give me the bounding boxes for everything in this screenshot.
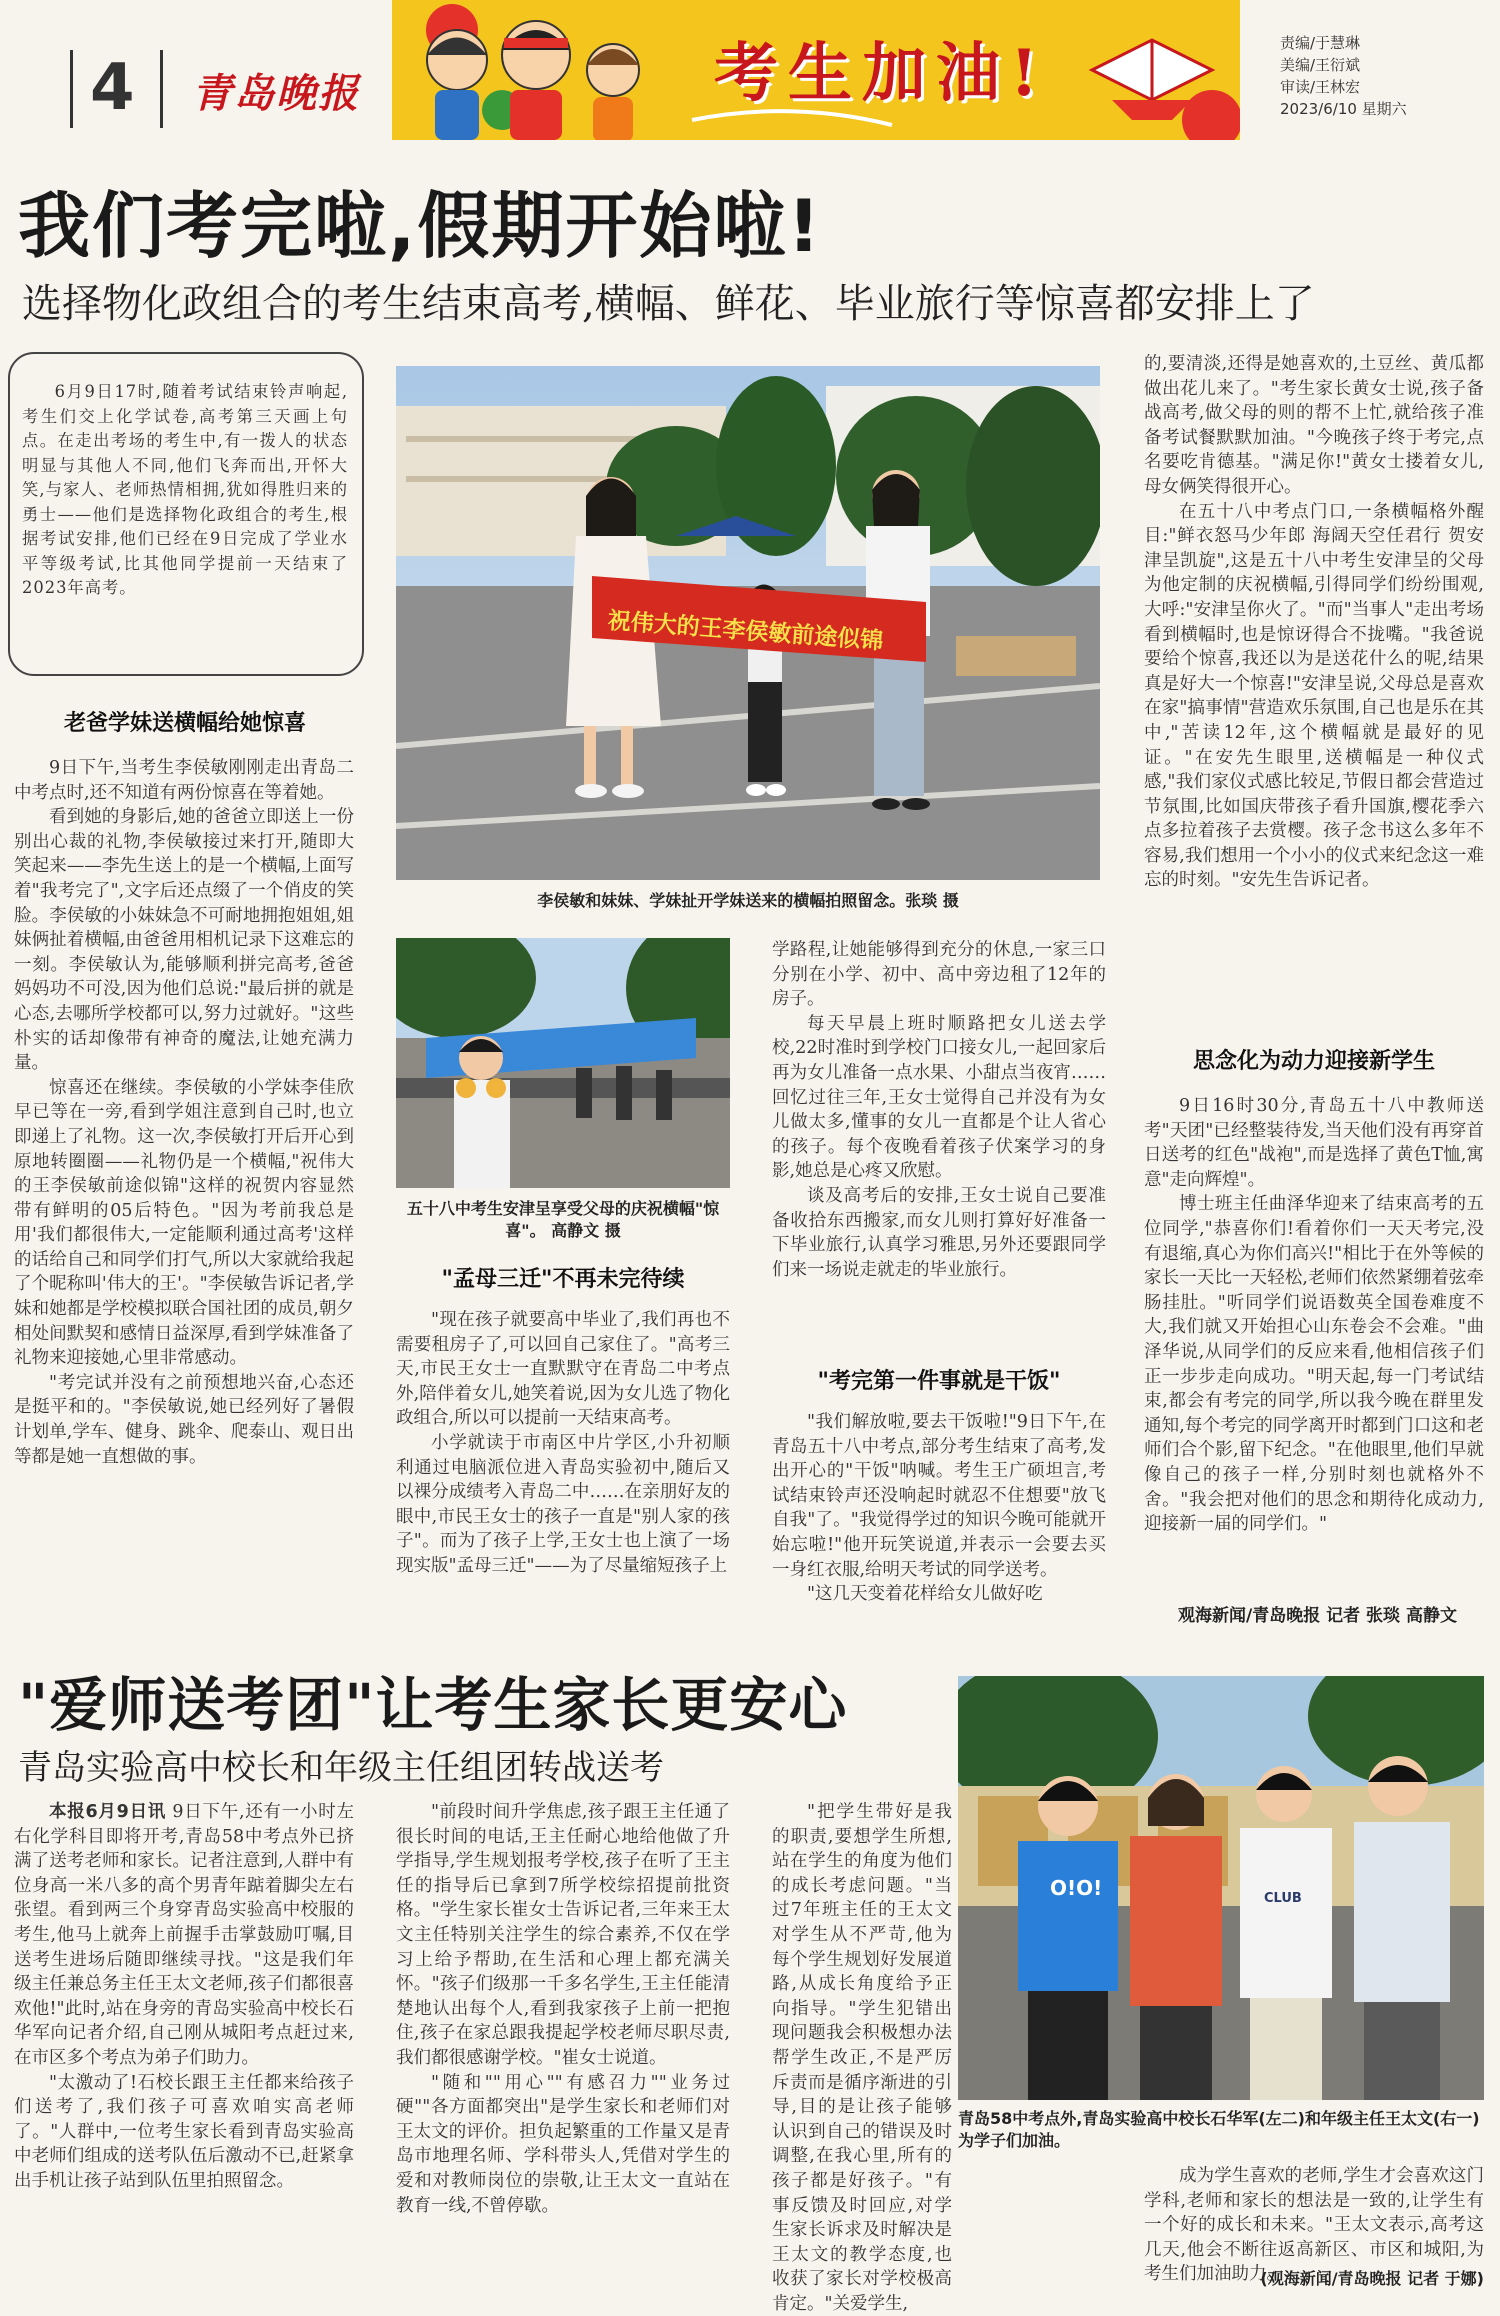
photo2-caption: 五十八中考生安津呈享受父母的庆祝横幅"惊喜"。 高静文 摄 [406, 1199, 720, 1240]
masthead [0, 0, 1500, 140]
kid-2 [502, 21, 570, 140]
editors [1280, 32, 1407, 120]
story2-col1-paragraph-1-text: 9日下午,还有一小时左右化学科目即将开考,青岛58中考点外已挤满了送考老师和家长。记者注意到,人群中有位身高一米八多的高个男青年踮着脚尖左右张望。看到两三个身穿青岛实验高中校服的考生,他马上就奔上前握手击掌鼓励叮嘱,目送考生进场后随即继续寻找。"这是我们年级主任兼总务主任王太文老师,孩子们都很喜欢他!"此时,站在身旁的青岛实验高中校长石华军向记者介绍,自己刚从城阳考点赶过来,在市区多个考点为弟子们助力。 [14, 1802, 354, 2068]
masthead-mid-rule [160, 50, 163, 128]
shirt2-text: CLUB [1264, 1891, 1302, 1906]
story2-col2-paragraph-2: "随和""用心""有感召力""业务过硬""各方面都突出"是学生家长和老师们对王太文的评价。担负起繁重的工作量又是青岛市地理名师、学科带头人,凭借对学生的爱和对教师岗位的崇敬,让王太文一直站在教育一线,不曾停歇。 [396, 2072, 730, 2216]
editor-2: 美编/王衍斌 [1280, 56, 1361, 74]
lead-text: 6月9日17时,随着考试结束铃声响起,考生们交上化学试卷,高考第三天画上句点。在走出考场的考生中,有一拨人的状态明显与其他人不同,他们飞奔而出,开怀大笑,与家人、老师热情相拥,犹如得胜归来的勇士——他们是选择物化政组合的考生,根据考试安排,他们已经在9日完成了学业水平等级考试,比其他同学提前一天结束了2023年高考。 [22, 382, 348, 597]
section2-paragraph-2: 小学就读于市南区中片学区,小升初顺利通过电脑派位进入青岛实验初中,随后又以裸分成绩考入青岛二中……在亲朋好友的眼中,市民王女士的孩子一直是"别人家的孩子"。而为了孩子上学,王女士也上演了一场现实版"孟母三迁"——为了尽量缩短孩子上 [396, 1432, 730, 1576]
story2-col1 [14, 1800, 354, 2194]
story2-headline: "爱师送考团"让考生家长更安心 [18, 1671, 848, 1739]
section3-paragraph-1: "我们解放啦,要去干饭啦!"9日下午,在青岛五十八中考点,部分考生结束了高考,发出开心的"干饭"呐喊。考生王广硕坦言,考试结束铃声还没响起时就忍不住想要"放飞自我"了。"我觉得学过的知识今晚可能就开始忘啦!"他开玩笑说道,并表示一会要去买一身红衣服,给明天考试的同学送考。 [772, 1412, 1106, 1580]
photo-teachers [958, 1676, 1484, 2100]
banner-text: 考生加油! [714, 36, 1049, 111]
editor-3: 审读/王林宏 [1280, 78, 1361, 96]
tshirt-text: O!O! [1050, 1876, 1103, 1900]
paper-name: 青岛晚报 [192, 70, 360, 117]
section4-body [1144, 1094, 1484, 1537]
section3-title: "考完第一件事就是干饭" [817, 1369, 1061, 1394]
section4-paragraph-1: 9日16时30分,青岛五十八中教师送考"天团"已经整装待发,当天他们没有再穿首日送考的红色"战袍",而是选择了黄色T恤,寓意"走向辉煌"。 [1144, 1096, 1484, 1190]
column4-paragraph-1: 的,要清淡,还得是她喜欢的,土豆丝、黄瓜都做出花儿来了。"考生家长黄女士说,孩子备战高考,做父母的则的帮不上忙,就给孩子准备考试餐默默加油。"今晚孩子终于考完,点名要吃肯德基。"满足你!"黄女士搂着女儿,母女俩笑得很开心。 [1144, 354, 1484, 497]
column3-paragraph-3: 谈及高考后的安排,王女士说自己要准备收拾东西搬家,而女儿则打算好好准备一下毕业旅行,认真学习雅思,另外还要跟同学们来一场说走就走的毕业旅行。 [772, 1185, 1106, 1280]
section2-title: "孟母三迁"不再未完待续 [441, 1267, 685, 1292]
column4-paragraph-2: 在五十八中考点门口,一条横幅格外醒目:"鲜衣怒马少年郎 海阔天空任君行 贺安津呈凯旋",这是五十八中考生安津呈的父母为他定制的庆祝横幅,引得同学们纷纷围观,大呼:"安津呈你火了。"而"当事人"走出考场看到横幅时,也是惊讶得合不拢嘴。"我爸说要给个惊喜,我还以为是送花什么的呢,结果真是好大一个惊喜!"安津呈说,父母总是喜欢在家"搞事情"营造欢乐氛围,自己也是乐在其中,"苦读12年,这个横幅就是最好的见证。"在安先生眼里,送横幅是一种仪式感,"我们家仪式感比较足,节假日都会营造过节氛围,比如国庆带孩子看升国旗,樱花季六点多拉着孩子去赏樱。孩子念书这么多年不容易,我们想用一个小小的仪式来纪念这一难忘的时刻。"安先生告诉记者。 [1144, 501, 1484, 891]
section1-body [14, 756, 354, 1469]
page-number: 4 [90, 51, 135, 125]
column3-body [772, 938, 1106, 1282]
photo1-banner-text: 祝伟大的王李侯敏前途似锦 [606, 607, 885, 655]
kid-3 [587, 44, 639, 140]
section3-body [772, 1410, 1106, 1607]
section1-paragraph-3: 惊喜还在继续。李侯敏的小学妹李佳欣早已等在一旁,看到学姐注意到自己时,也立即递上了礼物。这一次,李侯敏打开后开心到原地转圈圈——礼物仍是一个横幅,"祝伟大的王李侯敏前途似锦"这样的祝贺内容显然带有鲜明的05后特色。"因为考前我总是用'我们都很伟大,一定能顺利通过高考'这样的话给自己和同学们打气,所以大家就给我起了个昵称叫'伟大的王'。"李侯敏告诉记者,学妹和她都是学校模拟联合国社团的成员,朝夕相处间默契和感情日益深厚,看到学妹准备了礼物来迎接她,心里非常感动。 [14, 1077, 354, 1369]
photo1-caption: 李侯敏和妹妹、学妹扯开学妹送来的横幅拍照留念。张琰 摄 [537, 891, 959, 910]
section1-paragraph-1: 9日下午,当考生李侯敏刚刚走出青岛二中考点时,还不知道有两份惊喜在等着她。 [14, 758, 354, 803]
masthead-left-rule [70, 50, 73, 128]
banner [392, 0, 1240, 140]
section2-body [396, 1308, 730, 1579]
story1-subheadline: 选择物化政组合的考生结束高考,横幅、鲜花、毕业旅行等惊喜都安排上了 [22, 281, 1315, 327]
column3-paragraph-2: 每天早晨上班时顺路把女儿送去学校,22时准时到学校门口接女儿,一起回家后再为女儿准备一点水果、小甜点当夜宵……回忆过往三年,王女士觉得自己并没有为女儿做太多,懂事的女儿一直都是个让人省心的孩子。每个夜晚看着孩子伏案学习的身影,她总是心疼又欣慰。 [772, 1013, 1106, 1182]
story2-col1-paragraph-2: "太激动了!石校长跟王主任都来给孩子们送考了,我们孩子可喜欢咱实高老师了。"人群中,一位考生家长看到青岛实验高中老师们组成的送考队伍后激动不已,赶紧拿出手机让孩子站到队伍里拍照留念。 [14, 2072, 354, 2191]
photo-anjincheng [396, 938, 730, 1188]
section1-title: 老爸学妹送横幅给她惊喜 [63, 711, 306, 736]
story1-headline: 我们考完啦,假期开始啦! [18, 184, 823, 268]
story2-col3 [772, 1800, 952, 2316]
column4-body [1144, 352, 1484, 893]
section3-paragraph-2: "这几天变着花样给女儿做好吃 [807, 1584, 1043, 1605]
story2-col4-paragraph-1: 成为学生喜欢的老师,学生才会喜欢这门学科,老师和家长的想法是一致的,让学生有一个好的成长和未来。"王太文表示,高考这几天,他会不断往返高新区、市区和城阳,为考生们加油助力。 [1144, 2166, 1484, 2285]
person-anjincheng [454, 1036, 510, 1188]
story2-dateline: 本报6月9日讯 [49, 1802, 167, 1822]
section1-paragraph-4: "考完试并没有之前预想地兴奋,心态还是挺平和的。"李侯敏说,她已经列好了暑假计划单,学车、健身、跳伞、爬泰山、观日出等都是她一直想做的事。 [14, 1372, 354, 1467]
story2-col1-paragraph-1 [14, 1800, 354, 2071]
story2-col3-paragraph-1: "把学生带好是我的职责,要想学生所想,站在学生的角度为他们的成长考虑问题。"当过7年班主任的王太文对学生从不严苛,他为每个学生规划好发展道路,从成长角度给予正向指导。"学生犯错出现问题我会积极想办法帮学生改正,不是严厉斥责而是循序渐进的引导,目的是让孩子能够认识到自己的错误及时调整,在我心里,所有的孩子都是好孩子。"有事反馈及时回应,对学生家长诉求及时解决是王太文的教学态度,也收获了家长对学校极高肯定。"关爱学生, [772, 1802, 952, 2314]
story2-col2-paragraph-1: "前段时间升学焦虑,孩子跟王主任通了很长时间的电话,王主任耐心地给他做了升学指导,学生规划报考学校,孩子在听了王主任的指导后已拿到7所学校综招提前批资格。"学生家长崔女士告诉记者,三年来王太文主任特别关注学生的综合素养,不仅在学习上给予帮助,在生活和心理上都充满关怀。"孩子们级那一千多名学生,王主任能清楚地认出每个人,看到我家孩子上前一把抱住,孩子在家总跟我提起学校老师尽职尽责,我们都很感谢学校。"崔女士说道。 [396, 1802, 730, 2068]
section4-paragraph-2: 博士班主任曲泽华迎来了结束高考的五位同学,"恭喜你们!看着你们一天天考完,没有退缩,真心为你们高兴!"相比于在外等候的家长一天比一天轻松,老师们依然紧绷着弦牵肠挂肚。"听同学们说语数英全国卷难度不大,我们就又开始担心山东卷会不会难。"曲泽华说,从同学们的反应来看,他相信孩子们正一步步走向成功。"明天起,每一门考试结束,都会有考完的同学,所以我今晚在群里发通知,每个考完的同学离开时都到门口这和老师们合个影,留下纪念。"在他眼里,他们早就像自己的孩子一样,分别时刻也就格外不舍。"我会把对他们的思念和期待化成动力,迎接新一届的同学们。" [1144, 1194, 1484, 1535]
story2-subheadline: 青岛实验高中校长和年级主任组团转战送考 [18, 1748, 664, 1788]
section2-paragraph-1: "现在孩子就要高中毕业了,我们再也不需要租房子了,可以回自己家住了。"高考三天,市民王女士一直默默守在青岛二中考点外,陪伴着女儿,她笑着说,因为女儿选了物化政组合,所以可以提前一天结束高考。 [396, 1310, 730, 1429]
issue-date: 2023/6/10 星期六 [1280, 100, 1407, 118]
story2-col2 [396, 1800, 730, 2218]
photo3-caption: 青岛58中考点外,青岛实验高中校长石华军(左二)和年级主任王太文(右一)为学子们加油。 [958, 2109, 1480, 2150]
kid-1 [427, 30, 487, 140]
column3-paragraph-1: 学路程,让她能够得到充分的休息,一家三口分别在小学、初中、高中旁边租了12年的房子。 [772, 940, 1106, 1010]
story2-byline: (观海新闻/青岛晚报 记者 于娜) [1260, 2269, 1484, 2288]
photo-sisters-banner [396, 366, 1100, 880]
story1-byline: 观海新闻/青岛晚报 记者 张琰 高静文 [1178, 1606, 1457, 1626]
editor-1: 责编/于慧琳 [1280, 34, 1361, 52]
section4-title: 思念化为动力迎接新学生 [1192, 1049, 1435, 1074]
section1-paragraph-2: 看到她的身影后,她的爸爸立即送上一份别出心裁的礼物,李侯敏接过来打开,随即大笑起来——李先生送上的是一个横幅,上面写着"我考完了",文字后还点缀了一个俏皮的笑脸。李侯敏的小妹妹急不可耐地拥抱姐姐,姐妹俩扯着横幅,由爸爸用相机记录下这难忘的一刻。李侯敏认为,能够顺利拼完高考,爸爸妈妈功不可没,因为他们总说:"最后拼的就是心态,去哪所学校都可以,努力过就好。"这些朴实的话却像带有神奇的魔法,让她充满力量。 [14, 807, 354, 1074]
